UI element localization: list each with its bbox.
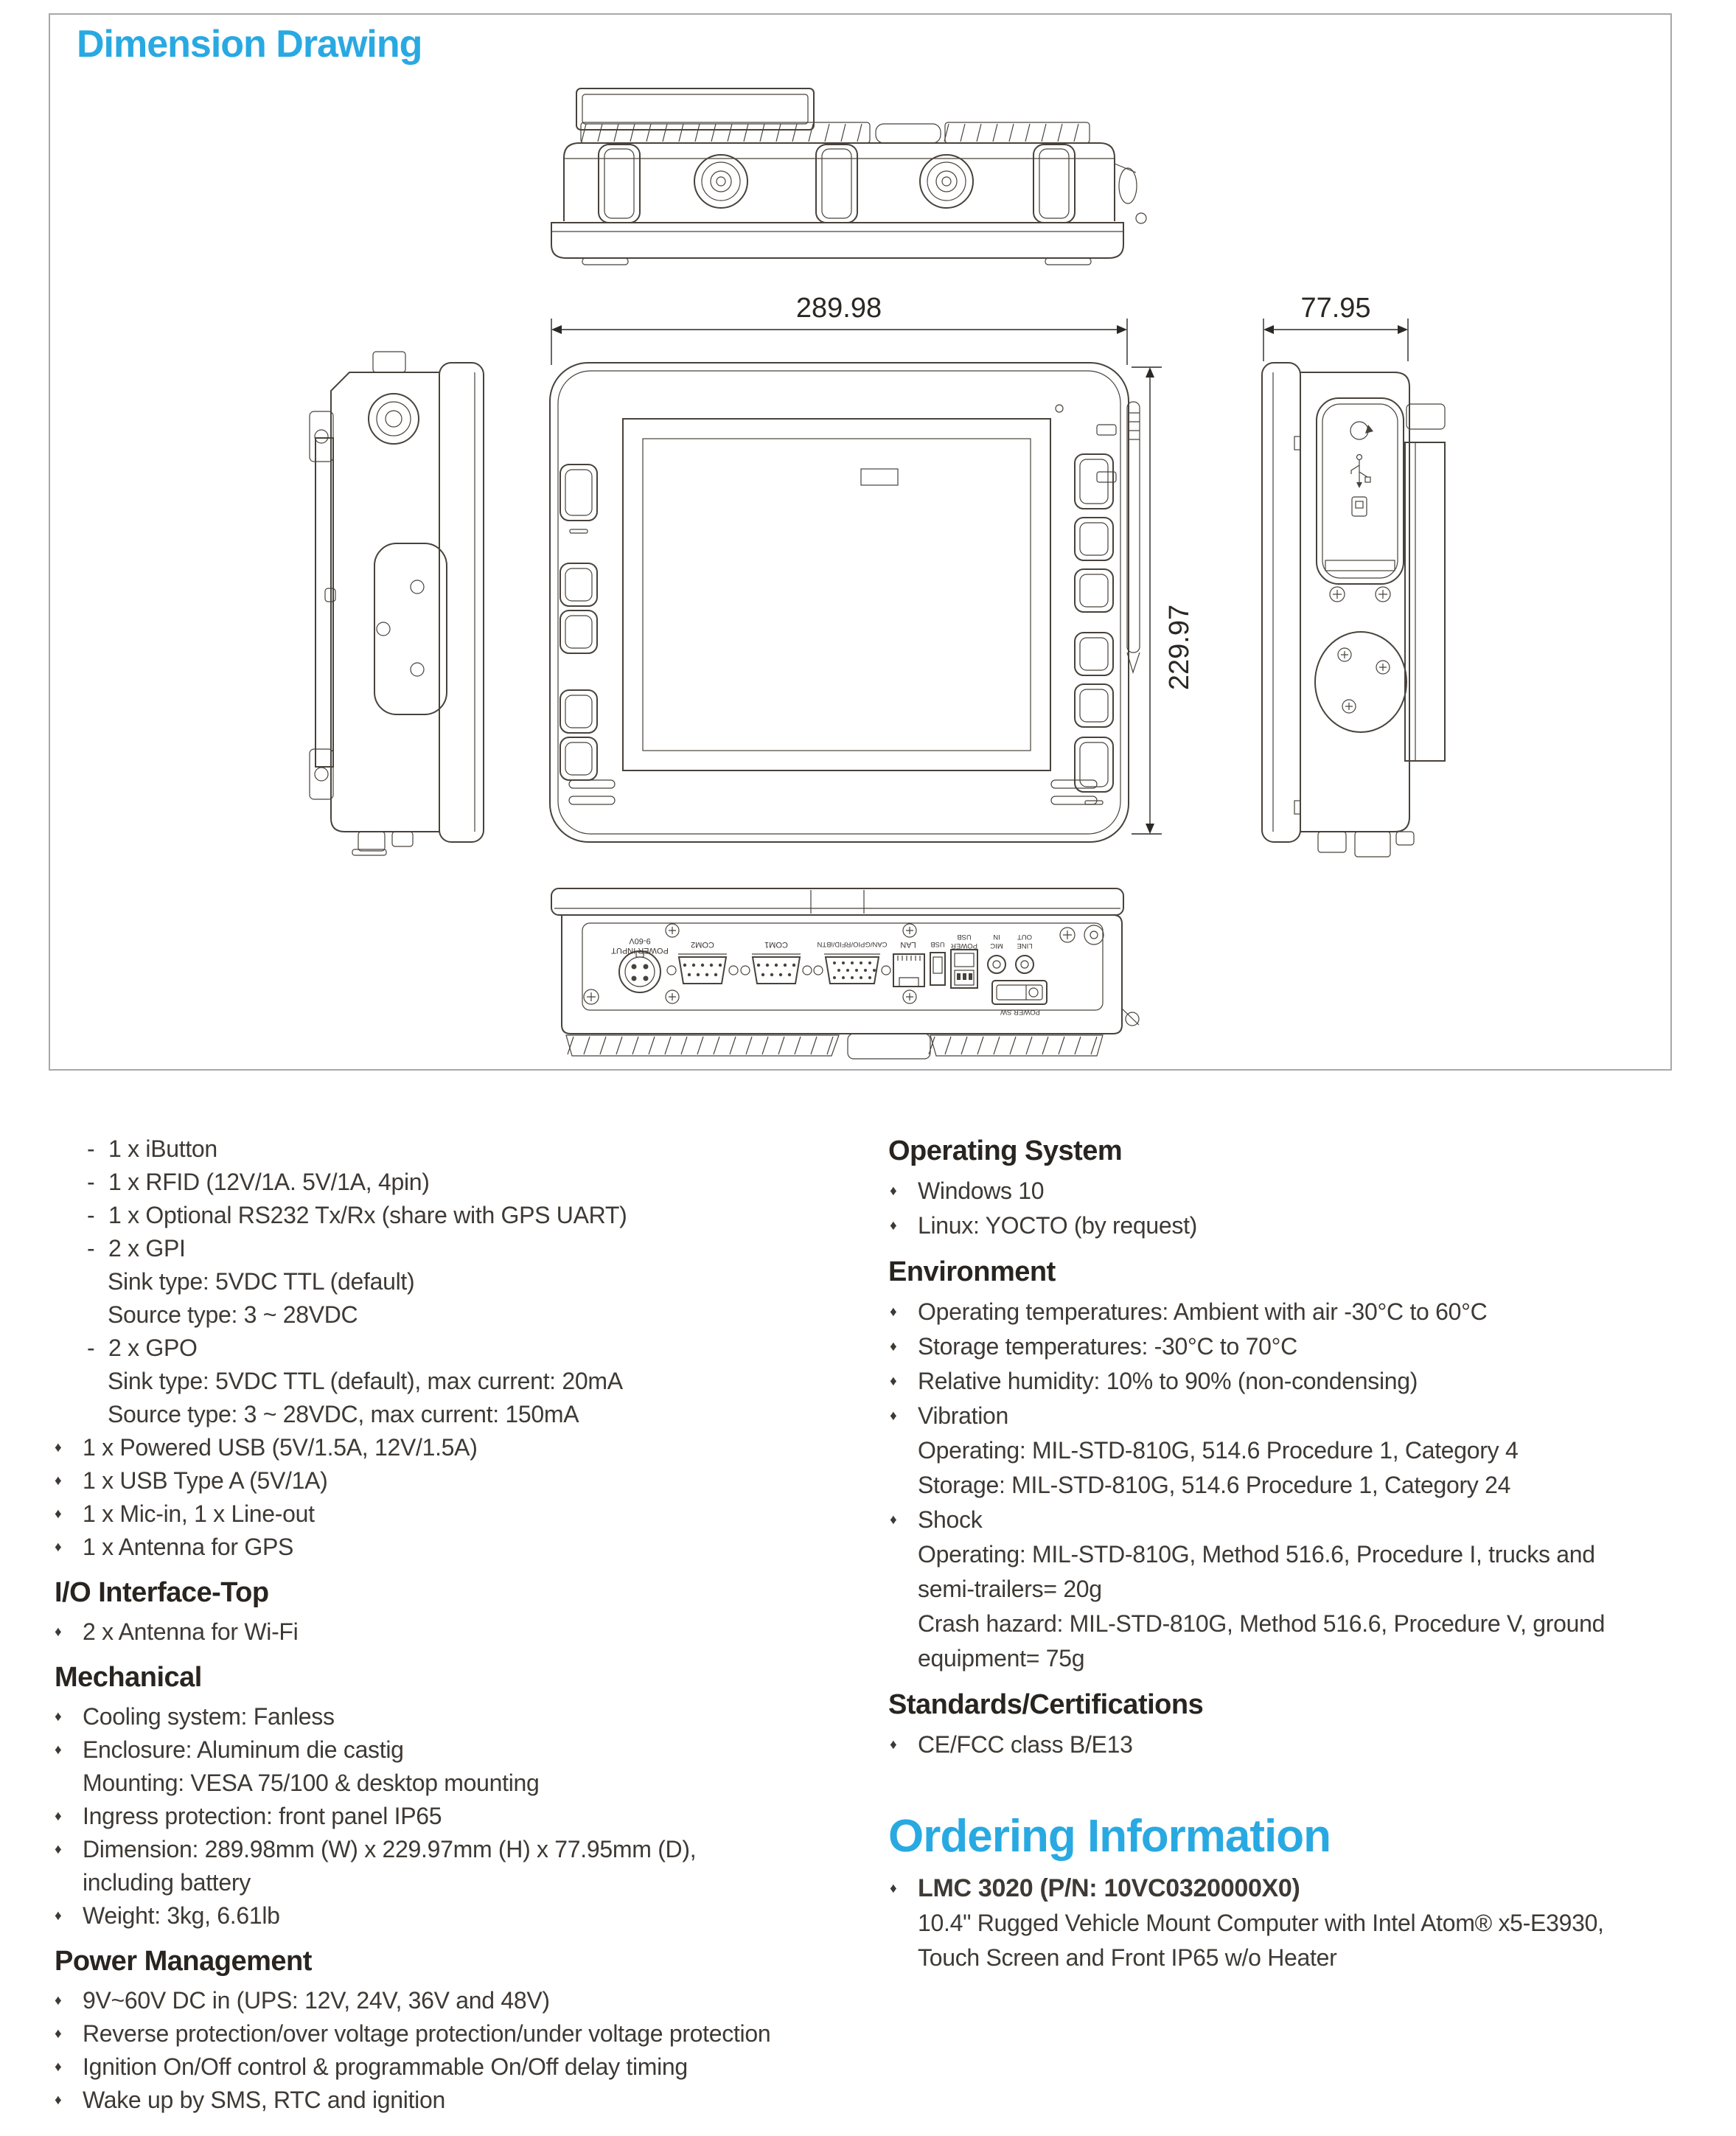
usb-port [930, 953, 945, 985]
spec-item: ♦ 1 x USB Type A (5V/1A) [55, 1464, 858, 1497]
port-label-com2: COM2 [691, 940, 714, 949]
rotate-icon [1350, 422, 1373, 439]
can-gpio-port [814, 957, 890, 984]
front-buttons-left [560, 465, 597, 780]
spec-item: ♦ Reverse protection/over voltage protection/under voltage protection [55, 2017, 858, 2050]
section-heading-environment: Environment [888, 1256, 1056, 1287]
front-view [550, 363, 1140, 842]
spec-item: ♦ 9V~60V DC in (UPS: 12V, 24V, 36V and 48V) [55, 1984, 858, 2017]
spec-item: ♦ Weight: 3kg, 6.61lb [55, 1899, 858, 1933]
diamond-bullet-icon: ♦ [55, 2092, 62, 2108]
spec-item: - 1 x RFID (12V/1A. 5V/1A, 4pin) [55, 1166, 858, 1199]
lan-port [893, 954, 924, 987]
antenna-boss [369, 394, 419, 444]
mount-boss-left [694, 155, 747, 208]
spec-subitem: Sink type: 5VDC TTL (default), max current: 20mA [108, 1368, 623, 1394]
spec-item: ♦ Linux: YOCTO (by request) [888, 1208, 1729, 1243]
spec-subitem: Crash hazard: MIL-STD-810G, Method 516.6, Procedure V, ground [918, 1610, 1606, 1637]
spec-item: ♦ Storage temperatures: -30°C to 70°C [888, 1329, 1729, 1364]
diamond-bullet-icon: ♦ [55, 1540, 62, 1555]
bottom-view [551, 888, 1139, 1059]
diamond-bullet-icon: ♦ [890, 1881, 897, 1896]
dash-icon: - [87, 1235, 95, 1262]
diamond-bullet-icon: ♦ [890, 1304, 897, 1320]
diamond-bullet-icon: ♦ [55, 1440, 62, 1455]
spec-subitem: Mounting: VESA 75/100 & desktop mounting [83, 1770, 540, 1796]
spec-subitem: Source type: 3 ~ 28VDC [108, 1301, 358, 1328]
spec-item: ♦ Ignition On/Off control & programmable On/Off delay timing [55, 2050, 858, 2084]
dash-icon: - [87, 1335, 95, 1361]
com1-port [741, 957, 812, 984]
diamond-bullet-icon: ♦ [890, 1374, 897, 1389]
port-label-power-input-voltage: 9-60V [629, 936, 651, 945]
dimension-width [551, 293, 1127, 365]
spec-subitem: Storage: MIL-STD-810G, 514.6 Procedure 1, Category 24 [918, 1472, 1511, 1498]
sensor-window [861, 469, 898, 485]
spec-item: ♦ 1 x Powered USB (5V/1.5A, 12V/1.5A) [55, 1431, 858, 1464]
ordering-description-line: Touch Screen and Front IP65 w/o Heater [918, 1944, 1337, 1971]
spec-item: ♦ Relative humidity: 10% to 90% (non-condensing) [888, 1364, 1729, 1399]
port-label-line-2: OUT [1017, 933, 1033, 941]
diamond-bullet-icon: ♦ [890, 1218, 897, 1234]
diamond-bullet-icon: ♦ [55, 1506, 62, 1522]
service-door [374, 543, 447, 714]
mount-boss-right [920, 155, 973, 208]
screen [643, 439, 1031, 751]
spec-item: ♦ Vibration [888, 1399, 1729, 1433]
right-side-view [1262, 363, 1445, 857]
port-label-usb: USB [930, 940, 945, 948]
diamond-bullet-icon: ♦ [55, 1624, 62, 1640]
dash-icon: - [87, 1202, 95, 1228]
com2-port [667, 957, 738, 984]
spec-item: ♦ Operating temperatures: Ambient with air -30°C to 60°C [888, 1295, 1729, 1329]
diamond-bullet-icon: ♦ [55, 2059, 62, 2075]
spec-item: ♦ 1 x Antenna for GPS [55, 1531, 858, 1564]
power-led [1056, 405, 1063, 412]
power-switch [992, 981, 1047, 1004]
spec-subitem: Sink type: 5VDC TTL (default) [108, 1268, 415, 1295]
diamond-bullet-icon: ♦ [55, 1809, 62, 1824]
diamond-bullet-icon: ♦ [55, 1742, 62, 1758]
section-heading-ordering-information: Ordering Information [888, 1811, 1331, 1862]
power-input-connector [619, 951, 660, 992]
diamond-bullet-icon: ♦ [55, 1908, 62, 1924]
top-view [551, 88, 1146, 265]
port-label-can: CAN/GPIO/RFID/iBTN [817, 940, 888, 948]
section-heading-mechanical: Mechanical [55, 1662, 202, 1693]
dim-width-value: 289.98 [795, 293, 882, 324]
section-heading-power-management: Power Management [55, 1946, 312, 1977]
spec-item: ♦ Windows 10 [888, 1174, 1729, 1208]
section-heading-io-top: I/O Interface-Top [55, 1577, 269, 1608]
spec-item: - 1 x iButton [55, 1133, 858, 1166]
speaker-vents [569, 780, 1097, 804]
mic-in-jack [988, 956, 1005, 973]
spec-column-left [55, 1133, 858, 2117]
diamond-bullet-icon: ♦ [55, 1709, 62, 1725]
io-door [1317, 398, 1404, 584]
spec-item: ♦ CE/FCC class B/E13 [888, 1728, 1729, 1762]
spec-subitem: Operating: MIL-STD-810G, Method 516.6, Procedure I, trucks and [918, 1541, 1595, 1568]
diamond-bullet-icon: ♦ [890, 1737, 897, 1753]
dimension-depth [1263, 293, 1408, 361]
spec-item: ♦ Shock [888, 1503, 1729, 1537]
spec-item: - 2 x GPI [55, 1232, 858, 1265]
left-side-view [310, 352, 484, 855]
spec-item: ♦ Cooling system: Fanless [55, 1700, 858, 1733]
spec-column-right [888, 1134, 1729, 1975]
spec-item: ♦ Ingress protection: front panel IP65 [55, 1800, 858, 1833]
port-label-mic-2: IN [993, 933, 1000, 941]
spec-subitem: including battery [83, 1869, 251, 1896]
spec-subitem: Operating: MIL-STD-810G, 514.6 Procedure 1, Category 4 [918, 1437, 1519, 1464]
port-label-com1: COM1 [764, 940, 788, 949]
port-label-power-usb-1: POWER [951, 942, 977, 950]
port-label-power-sw: POWER SW [1000, 1008, 1040, 1016]
ordering-description-line: 10.4" Rugged Vehicle Mount Computer with Intel Atom® x5-E3930, [918, 1910, 1604, 1936]
heatsink-fins-left [582, 124, 862, 142]
dim-depth-value: 77.95 [1300, 293, 1371, 324]
dimension-height [1132, 367, 1195, 834]
diamond-bullet-icon: ♦ [55, 1842, 62, 1857]
dash-icon: - [87, 1135, 95, 1162]
spec-item: ♦ 1 x Mic-in, 1 x Line-out [55, 1497, 858, 1531]
bottom-fins [566, 1034, 1103, 1059]
diamond-bullet-icon: ♦ [55, 2026, 62, 2042]
power-usb-port [951, 950, 977, 988]
diamond-bullet-icon: ♦ [890, 1408, 897, 1424]
heatsink-fins-right [944, 124, 1078, 142]
spec-subitem: semi-trailers= 20g [918, 1576, 1102, 1602]
screen-bezel [623, 419, 1050, 770]
spec-item: - 2 x GPO [55, 1332, 858, 1365]
line-out-jack [1016, 956, 1033, 973]
diamond-bullet-icon: ♦ [890, 1183, 897, 1199]
mount-plate [1315, 632, 1406, 732]
port-label-power-input: POWER INPUT [611, 946, 669, 955]
door-screws [1330, 587, 1390, 602]
diamond-bullet-icon: ♦ [55, 1473, 62, 1489]
dash-icon: - [87, 1169, 95, 1195]
spec-item: ♦ Wake up by SMS, RTC and ignition [55, 2084, 858, 2117]
spec-subitem: equipment= 75g [918, 1645, 1085, 1671]
usb-icon [1351, 455, 1370, 489]
section-heading-os: Operating System [888, 1135, 1123, 1166]
diamond-bullet-icon: ♦ [890, 1512, 897, 1528]
spec-subitem: Source type: 3 ~ 28VDC, max current: 150mA [108, 1401, 579, 1427]
port-label-line-1: LINE [1017, 942, 1033, 950]
spec-item: ♦ Enclosure: Aluminum die castig [55, 1733, 858, 1767]
ordering-part-number: ♦ LMC 3020 (P/N: 10VC0320000X0) [888, 1871, 1729, 1906]
sim-card-icon [1352, 497, 1367, 516]
port-label-lan: LAN [900, 940, 916, 949]
spec-item: ♦ Dimension: 289.98mm (W) x 229.97mm (H) x 77.95mm (D), [55, 1833, 858, 1866]
port-label-mic-1: MIC [990, 942, 1003, 950]
dim-height-value: 229.97 [1164, 604, 1195, 691]
section-heading-standards: Standards/Certifications [888, 1689, 1204, 1720]
diamond-bullet-icon: ♦ [890, 1339, 897, 1354]
front-buttons-right [1075, 454, 1113, 804]
port-label-power-usb-2: USB [957, 933, 972, 941]
spec-item: ♦ 2 x Antenna for Wi-Fi [55, 1615, 858, 1649]
diamond-bullet-icon: ♦ [55, 1993, 62, 2008]
page-title: Dimension Drawing [77, 23, 422, 66]
spec-item: - 1 x Optional RS232 Tx/Rx (share with GPS UART) [55, 1199, 858, 1232]
